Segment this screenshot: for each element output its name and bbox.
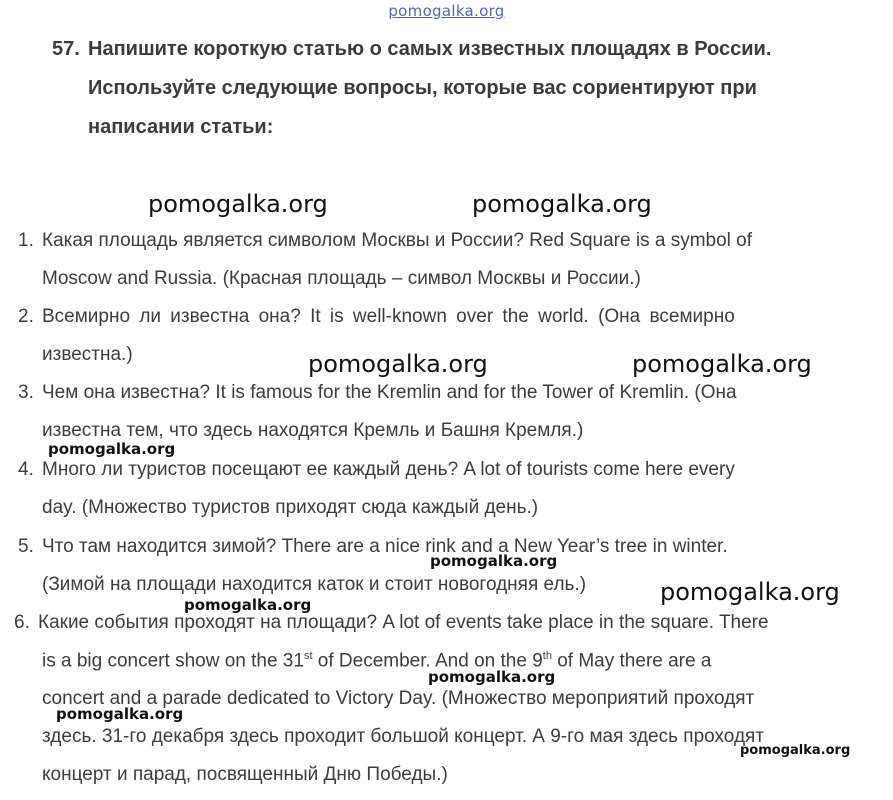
watermark: pomogalka.org: [740, 743, 851, 758]
item-text: concert and a parade dedicated to Victory Day. (Множество мероприятий проходят: [42, 688, 755, 709]
watermark: pomogalka.org: [472, 190, 652, 218]
item-text: [42, 650, 711, 672]
site-header-link[interactable]: pomogalka.org: [388, 2, 505, 20]
item-number: 3.: [18, 382, 34, 403]
item-number: 6.: [14, 612, 30, 633]
item-text: известна тем, что здесь находятся Кремль и Башня Кремля.): [42, 420, 584, 441]
item-text-part: of May there are a: [551, 650, 712, 672]
item-text: Много ли туристов посещают ее каждый день? A lot of tourists come here every: [42, 459, 735, 480]
item-text: Чем она известна? It is famous for the Kremlin and for the Tower of Kremlin. (Она: [42, 382, 737, 403]
item-text: концерт и парад, посвященный Дню Победы.): [42, 764, 448, 785]
item-number: 2.: [18, 306, 34, 327]
watermark: pomogalka.org: [632, 350, 812, 378]
task-text-line-2: Используйте следующие вопросы, которые вас сориентируют при: [88, 77, 757, 99]
task-text-line-3: написании статьи:: [88, 116, 274, 138]
item-text: day. (Множество туристов приходят сюда каждый день.): [42, 497, 539, 518]
item-text-part: is a big concert show on the 31: [42, 650, 304, 672]
item-text: Какие события проходят на площади? A lot of events take place in the square. There: [38, 612, 769, 633]
watermark: pomogalka.org: [430, 552, 558, 570]
item-number: 1.: [18, 230, 34, 251]
watermark: pomogalka.org: [148, 190, 328, 218]
item-text: Какая площадь является символом Москвы и России? Red Square is a symbol of: [42, 230, 752, 251]
item-text-part: of December. And on the 9: [312, 650, 543, 672]
watermark: pomogalka.org: [56, 705, 184, 723]
item-text: известна.): [42, 344, 133, 365]
task-text-line-1: Напишите короткую статью о самых известных площадях в России.: [88, 38, 772, 60]
item-text: Moscow and Russia. (Красная площадь – символ Москвы и России.): [42, 268, 641, 289]
watermark: pomogalka.org: [660, 578, 840, 606]
watermark: pomogalka.org: [184, 596, 312, 614]
item-number: 5.: [18, 536, 34, 557]
ordinal-suffix: th: [542, 650, 552, 662]
ordinal-suffix: st: [303, 650, 313, 662]
item-text: (Зимой на площади находится каток и стоит новогодняя ель.): [42, 574, 587, 595]
watermark: pomogalka.org: [428, 668, 556, 686]
item-text: Что там находится зимой? There are a nice rink and a New Year’s tree in winter.: [42, 536, 728, 557]
item-text: здесь. 31-го декабря здесь проходит большой концерт. А 9-го мая здесь проходят: [42, 726, 765, 747]
item-number: 4.: [18, 459, 34, 480]
task-number: 57.: [52, 38, 80, 60]
item-text: Всемирно ли известна она? It is well-known over the world. (Она всемирно: [42, 306, 735, 327]
watermark: pomogalka.org: [48, 440, 176, 458]
watermark: pomogalka.org: [308, 350, 488, 378]
